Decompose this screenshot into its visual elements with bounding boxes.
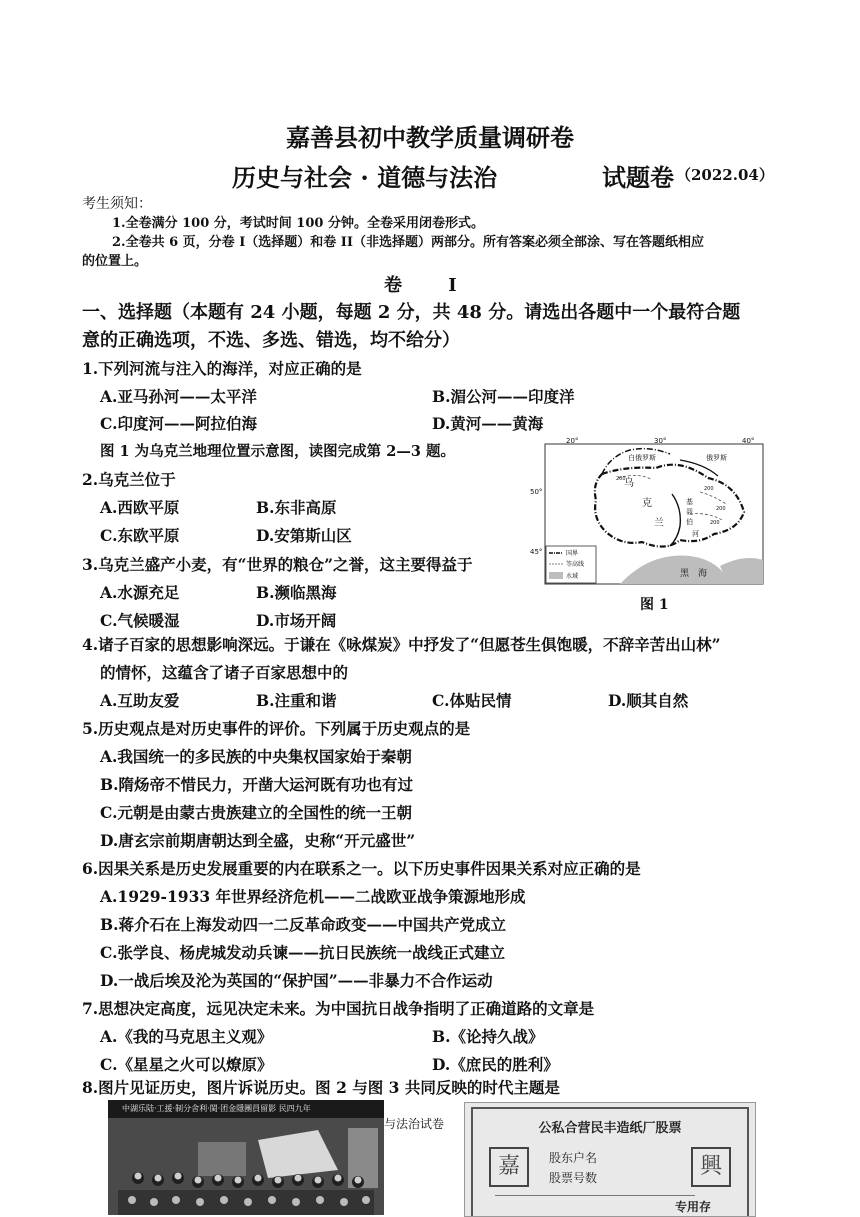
option-a: A.亚马孙河——太平洋 [100, 387, 257, 406]
option-b: B.蒋介石在上海发动四一二反革命政变——中国共产党成立 [100, 915, 506, 934]
option-b: B.湄公河——印度洋 [432, 387, 575, 406]
certificate-stamp-left: 嘉 [489, 1147, 529, 1187]
option-d: D.一战后埃及沦为英国的“保护国”——非暴力不合作运动 [100, 971, 493, 990]
exam-title: 嘉善县初中教学质量调研卷 [286, 123, 574, 152]
river-label: 基 [686, 498, 693, 506]
option-d: D.黄河——黄海 [432, 414, 544, 433]
photo-banner-text: 中湖乐陆·工援·制分舍利·閩·团金隱團員留影 民四九年 [108, 1100, 384, 1118]
question-stem: 3.乌克兰盛产小麦，有“世界的粮仓”之誉，这主要得益于 [82, 555, 473, 574]
question-stem: 2.乌克兰位于 [82, 470, 176, 489]
option-c: C.张学良、杨虎城发动兵谏——抗日民族统一战线正式建立 [100, 943, 505, 962]
certificate-line: 股票号数 [549, 1171, 598, 1185]
exam-subject: 历史与社会 · 道德与法治 [232, 163, 498, 192]
exam-paper-type: 试题卷 [602, 163, 674, 192]
ukraine-label: 乌 [624, 478, 634, 489]
certificate-title: 公私合营民丰造纸厂股票 [538, 1121, 682, 1136]
question-stem: 5.历史观点是对历史事件的评价。下列属于历史观点的是 [82, 719, 471, 738]
legend-water: 水域 [566, 573, 579, 580]
lon-label: 20° [566, 437, 579, 445]
option-c: C.体贴民情 [432, 691, 512, 710]
question-stem: 8.图片见证历史，图片诉说历史。图 2 与图 3 共同反映的时代主题是 [82, 1078, 560, 1097]
certificate-footer: 专用存 [675, 1200, 712, 1214]
ukraine-location-map [530, 434, 770, 590]
belarus-label: 白俄罗斯 [628, 454, 656, 462]
option-c: C.东欧平原 [100, 526, 180, 545]
notice-heading: 考生须知： [82, 196, 152, 212]
figure2-group-photo [108, 1100, 384, 1215]
option-a: A.西欧平原 [100, 498, 180, 517]
group-photo-image [108, 1100, 384, 1215]
section-heading: 一、选择题（本题有 24 小题，每题 2 分，共 48 分。请选出各题中一个最符合题 [82, 302, 741, 323]
lon-label: 40° [742, 437, 755, 445]
lat-label: 50° [530, 488, 543, 496]
option-a: A.《我的马克思主义观》 [100, 1027, 273, 1046]
overlap-footer-text: 与法治试卷 [384, 1117, 445, 1131]
lon-label: 30° [654, 437, 667, 445]
option-a: A.1929-1933 年世界经济危机——二战欧亚战争策源地形成 [100, 887, 526, 906]
river-label: 聂 [686, 508, 693, 516]
legend-contour: 等高线 [566, 561, 585, 568]
question-stem: 7.思想决定高度，远见决定未来。为中国抗日战争指明了正确道路的文章是 [82, 999, 595, 1018]
river-label: 河 [692, 530, 699, 538]
option-d: D.市场开阔 [256, 611, 337, 630]
notice-item: 1.全卷满分 100 分，考试时间 100 分钟。全卷采用闭卷形式。 [112, 216, 484, 231]
map-legend [546, 546, 596, 583]
contour-label: 200 [710, 520, 720, 526]
option-b: B.东非高原 [256, 498, 337, 517]
option-b: B.濒临黑海 [256, 583, 337, 602]
figure3-share-certificate [464, 1102, 756, 1217]
option-b: B.注重和谐 [256, 691, 337, 710]
option-d: D.顺其自然 [608, 691, 689, 710]
option-d: D.唐玄宗前期唐朝达到全盛，史称“开元盛世” [100, 831, 416, 850]
contour-label: 200 [616, 476, 626, 482]
contour-label: 200 [716, 506, 726, 512]
ukraine-label: 兰 [654, 518, 664, 529]
certificate-rule [495, 1195, 695, 1196]
russia-label: 俄罗斯 [706, 454, 727, 462]
lat-label: 45° [530, 548, 543, 556]
option-b: B.《论持久战》 [432, 1027, 544, 1046]
question-stem: 4.诸子百家的思想影响深远。于谦在《咏煤炭》中抒发了“但愿苍生俱饱暖，不辞辛苦出山林” [82, 635, 721, 654]
option-c: C.《星星之火可以燎原》 [100, 1055, 273, 1074]
figure-intro: 图 1 为乌克兰地理位置示意图，读图完成第 2—3 题。 [100, 443, 455, 460]
river-label: 伯 [686, 518, 693, 526]
option-c: C.印度河——阿拉伯海 [100, 414, 257, 433]
volume-label: 卷 Ⅰ [384, 275, 477, 296]
option-a: A.我国统一的多民族的中央集权国家始于秦朝 [100, 747, 412, 766]
certificate-stamp-right: 興 [691, 1147, 731, 1187]
option-d: D.安第斯山区 [256, 526, 352, 545]
certificate-line: 股东户名 [549, 1151, 598, 1165]
question-stem: 的情怀，这蕴含了诸子百家思想中的 [100, 663, 349, 682]
contour-label: 200 [704, 486, 714, 492]
option-a: A.水源充足 [100, 583, 180, 602]
option-a: A.互助友爱 [100, 691, 180, 710]
figure1-caption: 图 1 [640, 597, 669, 613]
exam-date: （2022.04） [676, 166, 774, 184]
notice-item: 的位置上。 [82, 254, 148, 269]
legend-border: 国界 [566, 550, 579, 557]
black-sea-label: 黑 海 [680, 569, 708, 579]
ukraine-label: 克 [642, 498, 652, 509]
option-d: D.《庶民的胜利》 [432, 1055, 559, 1074]
question-stem: 1.下列河流与注入的海洋，对应正确的是 [82, 359, 362, 378]
option-b: B.隋炀帝不惜民力，开凿大运河既有功也有过 [100, 775, 413, 794]
question-stem: 6.因果关系是历史发展重要的内在联系之一。以下历史事件因果关系对应正确的是 [82, 859, 641, 878]
section-heading: 意的正确选项，不选、多选、错选，均不给分） [82, 330, 460, 351]
option-c: C.元朝是由蒙古贵族建立的全国性的统一王朝 [100, 803, 412, 822]
option-c: C.气候暖湿 [100, 611, 180, 630]
notice-item: 2.全卷共 6 页，分卷 I（选择题）和卷 II（非选择题）两部分。所有答案必须全部涂、写在答题纸相应 [112, 235, 704, 250]
